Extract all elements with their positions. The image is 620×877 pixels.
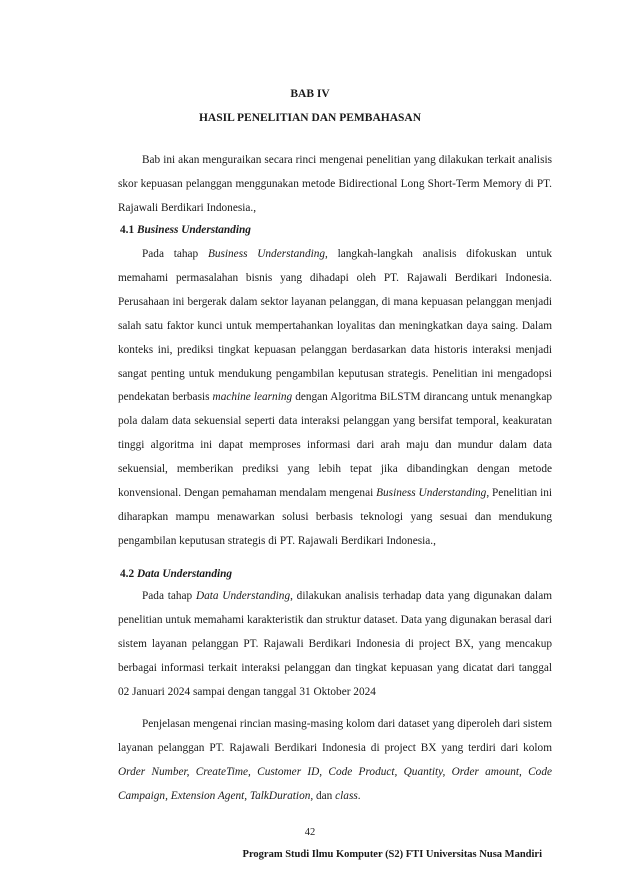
text-run: Pada tahap: [142, 590, 196, 602]
section-title: Data Understanding: [136, 568, 233, 580]
text-run: , langkah-langkah analisis difokuskan untuk memahami permasalahan bisnis yang dihadapi oleh PT. Rajawali Berdikari Indonesia. Perusahaan ini bergerak dalam sektor layanan pelanggan, di mana kepuasan pelanggan menjadi salah satu faktor kunci untuk mempertahankan loyalitas dan meningkatkan daya saing. Dalam konteks ini, prediksi tingkat kepuasan pelanggan berdasarkan data historis interaksi menjadi sangat penting untuk mendukung pengambilan keputusan strategis. Penelitian ini mengadopsi pendekatan berbasis: [118, 248, 552, 404]
section-4-1-heading: [120, 224, 251, 236]
section-4-1-paragraph: [118, 243, 552, 554]
italic-term: Business Understanding: [207, 248, 326, 260]
section-number: 4.2: [120, 568, 135, 580]
chapter-number: BAB IV: [290, 88, 330, 100]
italic-term: Order Number, CreateTime, Customer ID, Code Product, Quantity, Order amount, Code Campaign, Extension Agent, TalkDuration,: [118, 765, 552, 802]
section-4-2-paragraph-1: [118, 585, 552, 705]
chapter-title: HASIL PENELITIAN DAN PEMBAHASAN: [198, 112, 422, 124]
text-run: .: [357, 789, 361, 802]
page-number: 42: [304, 827, 316, 838]
text-run: , Penelitian ini diharapkan mampu menawarkan solusi berbasis teknologi yang sesuai dan mendukung pengambilan keputusan strategis di PT. Rajawali Berdikari Indonesia.,: [118, 487, 553, 547]
intro-text: Bab ini akan menguraikan secara rinci mengenai penelitian yang dilakukan terkait analisis skor kepuasan pelanggan menggunakan metode Bidirectional Long Short-Term Memory di PT. Rajawali Berdikari Indonesia.,: [118, 154, 552, 214]
italic-term: Data Understanding: [195, 590, 291, 602]
italic-term: machine learning: [212, 391, 293, 404]
italic-term: class: [335, 789, 358, 802]
text-run: Pada tahap: [142, 248, 208, 260]
text-run: dan: [313, 789, 336, 802]
section-4-2-paragraph-2: [118, 713, 552, 809]
section-number: 4.1: [120, 224, 135, 236]
text-run: Penjelasan mengenai rincian masing-masing kolom dari dataset yang diperoleh dari sistem layanan pelanggan PT. Rajawali Berdikari Indonesia di project BX yang terdiri dari kolom: [118, 718, 552, 754]
intro-paragraph: [118, 149, 552, 221]
section-title: Business Understanding: [136, 224, 251, 236]
page-footer: Program Studi Ilmu Komputer (S2) FTI Universitas Nusa Mandiri: [242, 849, 542, 860]
text-run: , dilakukan analisis terhadap data yang digunakan dalam penelitian untuk memahami karakteristik dan struktur dataset. Data yang digunakan berasal dari sistem layanan pelanggan PT. Rajawali Berdikari Indonesia di project BX, yang mencakup berbagai informasi terkait interaksi pelanggan dan tingkat kepuasan yang dicatat dari tanggal 02 Januari 2024 sampai dengan tanggal 31 Oktober 2024: [118, 590, 552, 698]
text-run: dengan Algoritma BiLSTM dirancang untuk menangkap pola dalam data sekuensial seperti data interaksi pelanggan yang bersifat temporal, keakuratan tinggi algoritma ini dapat memproses informasi dari arah maju dan mundur dalam data sekuensial, memberikan prediksi yang lebih tepat jika dibandingkan dengan metode konvensional. Dengan pemahaman mendalam mengenai: [118, 391, 552, 500]
italic-term: Business Understanding: [376, 487, 487, 500]
section-4-2-heading: [120, 568, 232, 580]
